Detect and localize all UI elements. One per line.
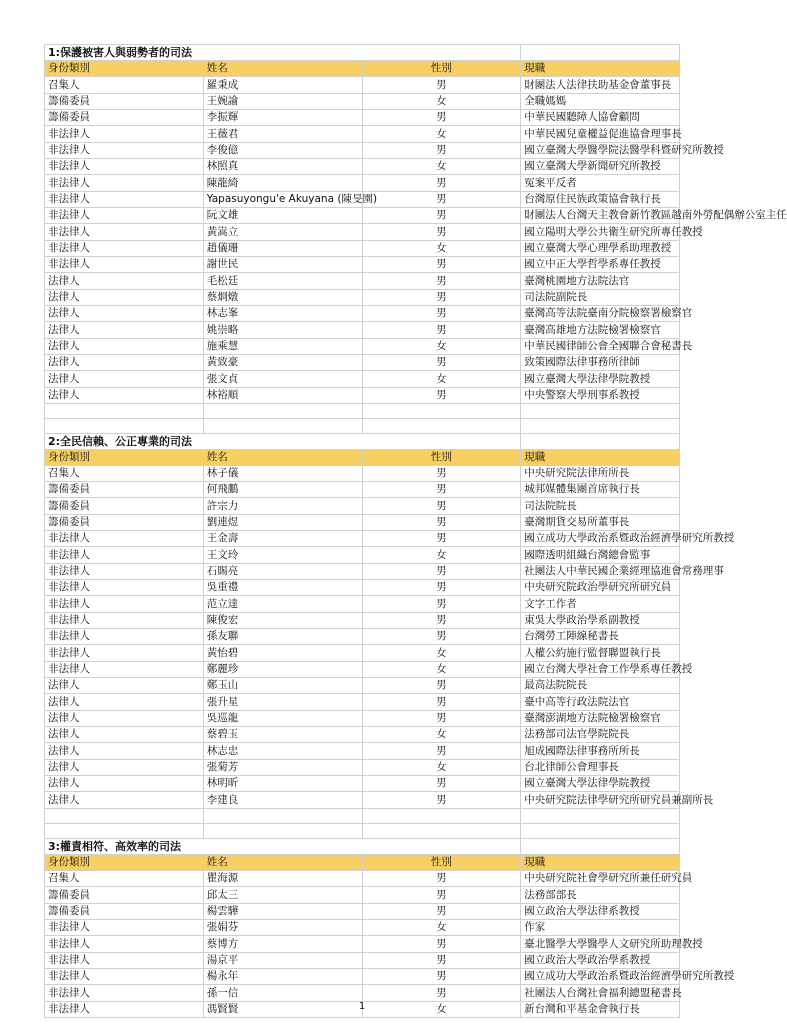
member-name: Yapasuyongu'e Akuyana (陳旻園) <box>203 192 362 208</box>
member-position: 國立成功大學政治系暨政治經濟學研究所教授 <box>521 531 680 547</box>
table-row <box>45 466 680 482</box>
member-category: 召集人 <box>45 77 204 94</box>
member-position: 全職媽媽 <box>521 94 680 110</box>
member-name: 范立達 <box>203 596 362 613</box>
header-name: 姓名 <box>203 855 362 871</box>
member-category: 法律人 <box>45 306 204 322</box>
empty-cell <box>45 404 204 419</box>
member-category: 法律人 <box>45 371 204 388</box>
table-row <box>45 985 680 1002</box>
member-position: 冤案平反者 <box>521 175 680 192</box>
member-category: 法律人 <box>45 694 204 711</box>
table-row <box>45 760 680 776</box>
table-row <box>45 936 680 953</box>
member-name: 陳龍綺 <box>203 175 362 192</box>
empty-cell <box>362 824 521 839</box>
member-gender: 男 <box>362 985 521 1002</box>
member-category: 法律人 <box>45 355 204 371</box>
table-row <box>45 192 680 208</box>
member-name: 鄭麗珍 <box>203 662 362 678</box>
member-position: 法務部部長 <box>521 887 680 904</box>
header-gender: 性別 <box>362 61 521 77</box>
section-title: 1:保護被害人與弱勢者的司法 <box>45 45 521 61</box>
member-position: 臺中高等行政法院法官 <box>521 694 680 711</box>
member-position: 中央研究院社會學研究所兼任研究員 <box>521 871 680 887</box>
table-header-row <box>45 855 680 871</box>
member-name: 毛松廷 <box>203 273 362 290</box>
member-position: 新台灣和平基金會執行長 <box>521 1002 680 1018</box>
header-category: 身份類別 <box>45 855 204 871</box>
header-gender: 性別 <box>362 855 521 871</box>
table-row <box>45 224 680 241</box>
member-name: 吳重禮 <box>203 580 362 596</box>
member-gender: 男 <box>362 564 521 580</box>
member-gender: 男 <box>362 224 521 241</box>
member-name: 黃怡碧 <box>203 645 362 662</box>
section-title: 3:權責相符、高效率的司法 <box>45 839 521 855</box>
table-row <box>45 126 680 143</box>
member-gender: 男 <box>362 482 521 498</box>
member-position: 國立中正大學哲學系專任教授 <box>521 257 680 273</box>
member-name: 李建良 <box>203 792 362 809</box>
table-row <box>45 580 680 596</box>
empty-cell <box>45 809 204 824</box>
member-position: 中央研究院法律學研究所研究員兼副所長 <box>521 792 680 809</box>
member-name: 蔡博方 <box>203 936 362 953</box>
member-position: 作家 <box>521 920 680 936</box>
table-row <box>45 94 680 110</box>
table-row <box>45 743 680 760</box>
member-gender: 男 <box>362 596 521 613</box>
member-position: 中華民國聽障人協會顧問 <box>521 110 680 126</box>
table-row <box>45 887 680 904</box>
table-row <box>45 564 680 580</box>
member-gender: 女 <box>362 760 521 776</box>
table-row <box>45 531 680 547</box>
member-name: 張娟芬 <box>203 920 362 936</box>
member-category: 非法律人 <box>45 920 204 936</box>
member-category: 非法律人 <box>45 547 204 564</box>
table-row <box>45 388 680 404</box>
table-row <box>45 953 680 969</box>
member-position: 司法院院長 <box>521 498 680 515</box>
member-position: 臺北醫學大學醫學人文研究所助理教授 <box>521 936 680 953</box>
member-position: 司法院副院長 <box>521 290 680 306</box>
member-position: 中央研究院法律所所長 <box>521 466 680 482</box>
table-row <box>45 515 680 531</box>
member-category: 籌備委員 <box>45 94 204 110</box>
member-gender: 男 <box>362 776 521 792</box>
section-title: 2:全民信賴、公正專業的司法 <box>45 434 521 450</box>
member-gender: 女 <box>362 339 521 355</box>
table-row <box>45 77 680 94</box>
member-gender: 女 <box>362 645 521 662</box>
member-gender: 男 <box>362 257 521 273</box>
member-position: 國立臺灣大學法律學院教授 <box>521 371 680 388</box>
member-gender: 女 <box>362 920 521 936</box>
member-name: 黃致豪 <box>203 355 362 371</box>
member-position: 社團法人中華民國企業經理協進會常務理事 <box>521 564 680 580</box>
member-category: 非法律人 <box>45 645 204 662</box>
member-name: 許宗力 <box>203 498 362 515</box>
member-gender: 男 <box>362 613 521 629</box>
member-gender: 男 <box>362 110 521 126</box>
member-category: 法律人 <box>45 339 204 355</box>
header-name: 姓名 <box>203 61 362 77</box>
member-gender: 女 <box>362 662 521 678</box>
empty-cell <box>521 824 680 839</box>
empty-cell <box>521 419 680 434</box>
member-gender: 男 <box>362 306 521 322</box>
empty-cell <box>521 45 680 61</box>
table-row <box>45 920 680 936</box>
table-row <box>45 159 680 175</box>
member-name: 邱太三 <box>203 887 362 904</box>
member-position: 財團法人台灣天主教會新竹教區越南外勞配偶辦公室主任 <box>521 208 680 224</box>
member-gender: 男 <box>362 388 521 404</box>
member-category: 法律人 <box>45 388 204 404</box>
member-gender: 男 <box>362 77 521 94</box>
member-name: 羅秉成 <box>203 77 362 94</box>
member-position: 最高法院院長 <box>521 678 680 694</box>
member-name: 王文玲 <box>203 547 362 564</box>
member-gender: 女 <box>362 94 521 110</box>
member-gender: 男 <box>362 322 521 339</box>
blank-row <box>45 809 680 824</box>
member-category: 籌備委員 <box>45 887 204 904</box>
member-name: 王婉諭 <box>203 94 362 110</box>
member-category: 法律人 <box>45 743 204 760</box>
member-category: 籌備委員 <box>45 498 204 515</box>
member-position: 人權公約施行監督聯盟執行長 <box>521 645 680 662</box>
member-position: 中央警察大學刑事系教授 <box>521 388 680 404</box>
member-gender: 男 <box>362 175 521 192</box>
member-category: 非法律人 <box>45 613 204 629</box>
empty-cell <box>45 824 204 839</box>
member-name: 鄭玉山 <box>203 678 362 694</box>
member-gender: 男 <box>362 192 521 208</box>
member-category: 法律人 <box>45 678 204 694</box>
member-category: 非法律人 <box>45 596 204 613</box>
member-gender: 男 <box>362 743 521 760</box>
page-number: 1 <box>358 1001 366 1012</box>
member-name: 王金壽 <box>203 531 362 547</box>
member-name: 孫友聯 <box>203 629 362 645</box>
header-category: 身份類別 <box>45 450 204 466</box>
member-category: 非法律人 <box>45 143 204 159</box>
empty-cell <box>203 824 362 839</box>
member-category: 非法律人 <box>45 985 204 1002</box>
member-name: 姚崇略 <box>203 322 362 339</box>
empty-cell <box>521 434 680 450</box>
member-gender: 男 <box>362 904 521 920</box>
member-category: 法律人 <box>45 792 204 809</box>
member-name: 謝世民 <box>203 257 362 273</box>
empty-cell <box>45 419 204 434</box>
member-name: 蔡烱燉 <box>203 290 362 306</box>
table-row <box>45 727 680 743</box>
member-position: 中央研究院政治學研究所研究員 <box>521 580 680 596</box>
blank-row <box>45 824 680 839</box>
member-position: 文字工作者 <box>521 596 680 613</box>
member-position: 臺灣桃園地方法院法官 <box>521 273 680 290</box>
member-name: 湯京平 <box>203 953 362 969</box>
member-category: 非法律人 <box>45 629 204 645</box>
member-position: 旭成國際法律事務所所長 <box>521 743 680 760</box>
member-position: 國立臺灣大學法律學院教授 <box>521 776 680 792</box>
table-row <box>45 371 680 388</box>
member-category: 非法律人 <box>45 531 204 547</box>
member-name: 林明昕 <box>203 776 362 792</box>
table-row <box>45 645 680 662</box>
member-gender: 女 <box>362 371 521 388</box>
member-category: 法律人 <box>45 727 204 743</box>
member-category: 非法律人 <box>45 257 204 273</box>
member-name: 黃嵩立 <box>203 224 362 241</box>
member-name: 劉連煜 <box>203 515 362 531</box>
member-category: 法律人 <box>45 760 204 776</box>
table-row <box>45 110 680 126</box>
member-position: 法務部司法官學院院長 <box>521 727 680 743</box>
member-position: 中華民國兒童權益促進協會理事長 <box>521 126 680 143</box>
table-row <box>45 694 680 711</box>
table-row <box>45 208 680 224</box>
table-header-row <box>45 450 680 466</box>
member-name: 林志忠 <box>203 743 362 760</box>
member-category: 召集人 <box>45 466 204 482</box>
member-category: 籌備委員 <box>45 904 204 920</box>
member-gender: 男 <box>362 208 521 224</box>
header-name: 姓名 <box>203 450 362 466</box>
table-row <box>45 290 680 306</box>
member-category: 非法律人 <box>45 208 204 224</box>
member-position: 台灣勞工陣線秘書長 <box>521 629 680 645</box>
table-row <box>45 711 680 727</box>
member-name: 趙儀珊 <box>203 241 362 257</box>
member-category: 非法律人 <box>45 241 204 257</box>
section-title-row <box>45 839 680 855</box>
member-name: 瞿海源 <box>203 871 362 887</box>
table-row <box>45 904 680 920</box>
member-category: 召集人 <box>45 871 204 887</box>
spreadsheet <box>44 44 787 1018</box>
table-row <box>45 241 680 257</box>
member-position: 國立政治大學政治學系教授 <box>521 953 680 969</box>
member-name: 李俊億 <box>203 143 362 159</box>
member-name: 蔡碧玉 <box>203 727 362 743</box>
member-name: 馮賢賢 <box>203 1002 362 1018</box>
member-name: 吳巡龍 <box>203 711 362 727</box>
empty-cell <box>521 839 680 855</box>
member-position: 財團法人法律扶助基金會董事長 <box>521 77 680 94</box>
table-row <box>45 596 680 613</box>
member-gender: 男 <box>362 871 521 887</box>
member-gender: 男 <box>362 355 521 371</box>
member-gender: 男 <box>362 711 521 727</box>
header-gender: 性別 <box>362 450 521 466</box>
member-position: 社團法人台灣社會福利總盟秘書長 <box>521 985 680 1002</box>
member-category: 非法律人 <box>45 580 204 596</box>
member-category: 非法律人 <box>45 564 204 580</box>
member-position: 臺灣高雄地方法院檢署檢察官 <box>521 322 680 339</box>
member-category: 非法律人 <box>45 224 204 241</box>
table-row <box>45 339 680 355</box>
member-position: 國立政治大學法律系教授 <box>521 904 680 920</box>
member-gender: 女 <box>362 126 521 143</box>
table-row <box>45 776 680 792</box>
member-name: 張文貞 <box>203 371 362 388</box>
member-name: 孫一信 <box>203 985 362 1002</box>
member-gender: 男 <box>362 792 521 809</box>
member-gender: 男 <box>362 936 521 953</box>
header-category: 身份類別 <box>45 61 204 77</box>
member-gender: 男 <box>362 953 521 969</box>
member-category: 籌備委員 <box>45 482 204 498</box>
member-name: 阮文雄 <box>203 208 362 224</box>
empty-cell <box>362 419 521 434</box>
empty-cell <box>521 404 680 419</box>
member-gender: 女 <box>362 159 521 175</box>
member-gender: 男 <box>362 143 521 159</box>
member-position: 臺灣高等法院臺南分院檢察署檢察官 <box>521 306 680 322</box>
member-position: 國立台灣大學社會工作學系專任教授 <box>521 662 680 678</box>
table-row <box>45 613 680 629</box>
member-position: 臺灣期貨交易所董事長 <box>521 515 680 531</box>
member-position: 台灣原住民族政策協會執行長 <box>521 192 680 208</box>
table-row <box>45 355 680 371</box>
member-category: 非法律人 <box>45 969 204 985</box>
member-name: 何飛鵬 <box>203 482 362 498</box>
table-header-row <box>45 61 680 77</box>
blank-row <box>45 419 680 434</box>
empty-cell <box>362 809 521 824</box>
member-position: 東吳大學政治學系副教授 <box>521 613 680 629</box>
member-position: 國際透明組織台灣總會監事 <box>521 547 680 564</box>
member-position: 城邦媒體集團首席執行長 <box>521 482 680 498</box>
member-name: 林照真 <box>203 159 362 175</box>
member-name: 林志峯 <box>203 306 362 322</box>
blank-row <box>45 404 680 419</box>
table-row <box>45 175 680 192</box>
member-category: 非法律人 <box>45 1002 204 1018</box>
member-position: 國立臺灣大學新聞研究所教授 <box>521 159 680 175</box>
member-category: 籌備委員 <box>45 110 204 126</box>
member-category: 法律人 <box>45 273 204 290</box>
member-position: 台北律師公會理事長 <box>521 760 680 776</box>
member-position: 國立陽明大學公共衛生研究所專任教授 <box>521 224 680 241</box>
member-category: 法律人 <box>45 322 204 339</box>
member-category: 法律人 <box>45 290 204 306</box>
member-gender: 男 <box>362 969 521 985</box>
member-gender: 男 <box>362 290 521 306</box>
header-position: 現職 <box>521 855 680 871</box>
member-name: 楊雲驊 <box>203 904 362 920</box>
member-name: 王薇君 <box>203 126 362 143</box>
table-row <box>45 547 680 564</box>
table-row <box>45 871 680 887</box>
member-gender: 男 <box>362 531 521 547</box>
empty-cell <box>362 404 521 419</box>
member-category: 非法律人 <box>45 662 204 678</box>
member-gender: 男 <box>362 466 521 482</box>
table-row <box>45 322 680 339</box>
committee-table <box>44 44 787 1018</box>
member-gender: 女 <box>362 727 521 743</box>
table-row <box>45 306 680 322</box>
empty-cell <box>203 419 362 434</box>
member-gender: 男 <box>362 515 521 531</box>
member-position: 致策國際法律事務所律師 <box>521 355 680 371</box>
empty-cell <box>203 809 362 824</box>
member-gender: 女 <box>362 1002 521 1018</box>
member-gender: 男 <box>362 580 521 596</box>
member-category: 法律人 <box>45 776 204 792</box>
member-gender: 男 <box>362 629 521 645</box>
member-name: 林子儀 <box>203 466 362 482</box>
member-name: 施乘慧 <box>203 339 362 355</box>
member-position: 中華民國律師公會全國聯合會秘書長 <box>521 339 680 355</box>
member-category: 非法律人 <box>45 936 204 953</box>
table-row <box>45 273 680 290</box>
member-gender: 男 <box>362 273 521 290</box>
member-position: 國立臺灣大學醫學院法醫學科暨研究所教授 <box>521 143 680 159</box>
member-name: 陳俊宏 <box>203 613 362 629</box>
member-gender: 男 <box>362 678 521 694</box>
header-position: 現職 <box>521 61 680 77</box>
member-gender: 男 <box>362 498 521 515</box>
member-category: 非法律人 <box>45 159 204 175</box>
section-title-row <box>45 45 680 61</box>
member-gender: 女 <box>362 241 521 257</box>
member-category: 籌備委員 <box>45 515 204 531</box>
member-gender: 男 <box>362 887 521 904</box>
member-position: 臺灣澎湖地方法院檢署檢察官 <box>521 711 680 727</box>
table-row <box>45 969 680 985</box>
member-gender: 男 <box>362 694 521 711</box>
member-position: 國立成功大學政治系暨政治經濟學研究所教授 <box>521 969 680 985</box>
empty-cell <box>521 809 680 824</box>
member-name: 張菊芳 <box>203 760 362 776</box>
member-name: 石賜亮 <box>203 564 362 580</box>
table-row <box>45 792 680 809</box>
header-position: 現職 <box>521 450 680 466</box>
member-name: 林裕順 <box>203 388 362 404</box>
member-name: 張升星 <box>203 694 362 711</box>
table-row <box>45 662 680 678</box>
table-row <box>45 678 680 694</box>
member-name: 李振輝 <box>203 110 362 126</box>
table-row <box>45 143 680 159</box>
empty-cell <box>203 404 362 419</box>
member-position: 國立臺灣大學心理學系助理教授 <box>521 241 680 257</box>
member-category: 非法律人 <box>45 192 204 208</box>
member-category: 法律人 <box>45 711 204 727</box>
member-name: 楊永年 <box>203 969 362 985</box>
section-title-row <box>45 434 680 450</box>
table-row <box>45 482 680 498</box>
member-category: 非法律人 <box>45 175 204 192</box>
member-gender: 女 <box>362 547 521 564</box>
member-category: 非法律人 <box>45 126 204 143</box>
table-row <box>45 257 680 273</box>
table-row <box>45 629 680 645</box>
table-row <box>45 498 680 515</box>
member-category: 非法律人 <box>45 953 204 969</box>
